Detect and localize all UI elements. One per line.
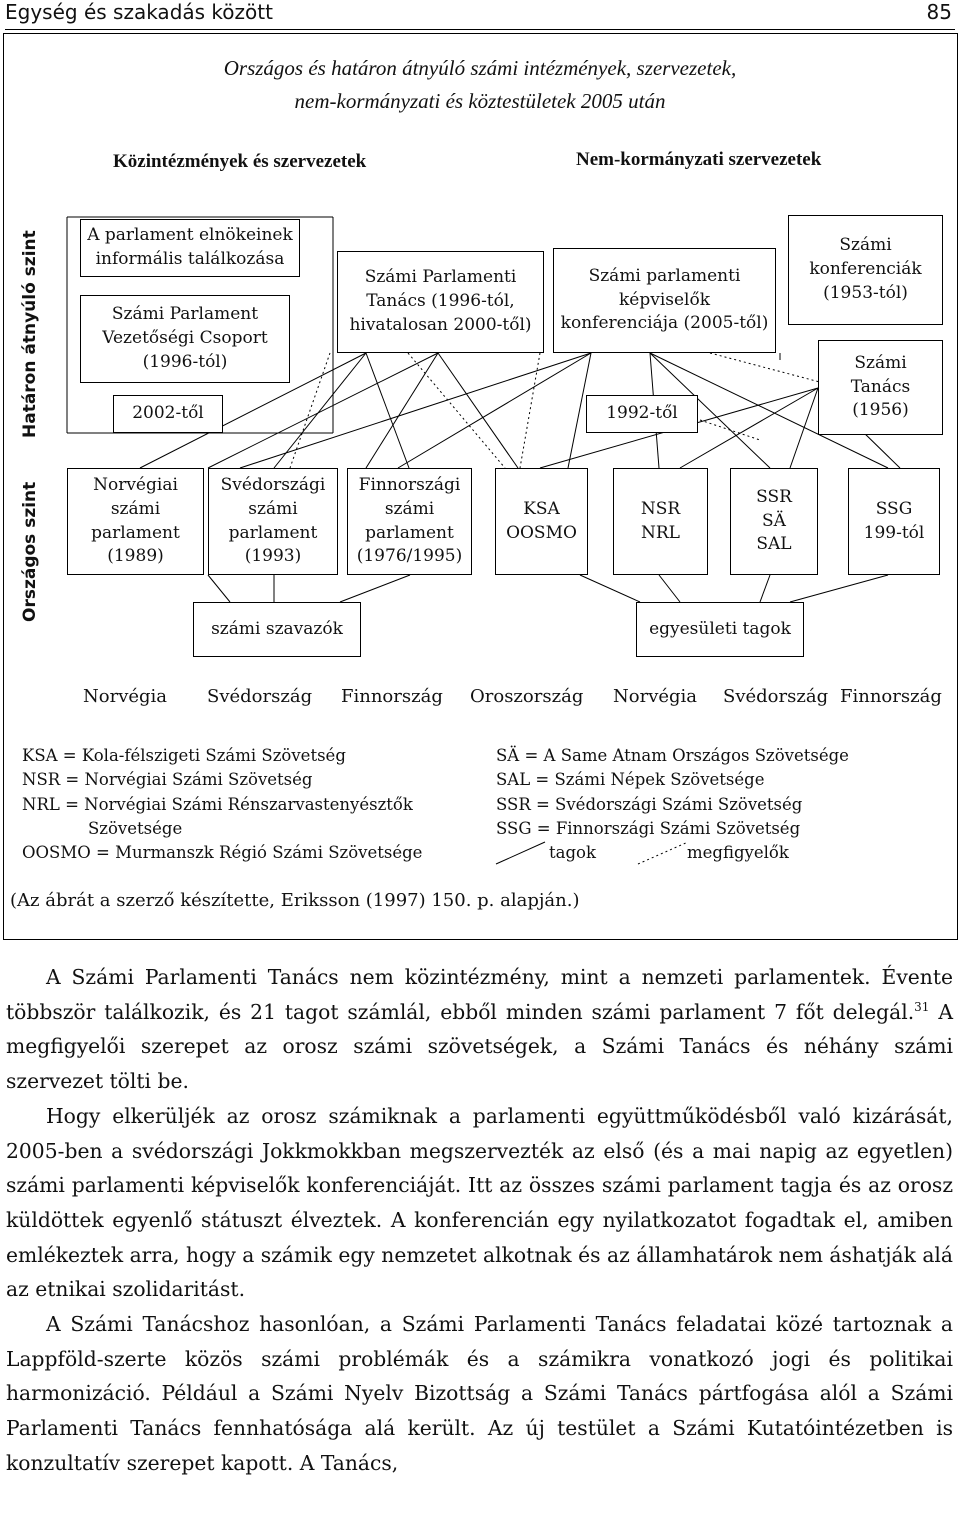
legend-entry: SAL = Számi Népek Szövetsége bbox=[496, 770, 765, 790]
paragraph: Hogy elkerüljék az orosz számiknak a parlamenti együttműködésből való kizárását, 2005-ben a svédországi Jokkmokkban megszervezték az első (és a mai napig az egyetlen) számi parlamenti képviselők konferenciáját. Itt az összes számi parlament tagja és az orosz küldöttek egyenlő státuszt élveztek. A konferencián egy nyilatkozatot fogadtak el, amiben emlékeztek arra, hogy a számik egy nemzetet alkotnak és az államhatárok nem áshatják alá az etnikai szolidaritást. bbox=[6, 1103, 953, 1302]
body-text bbox=[6, 960, 953, 1481]
country-label: Finnország bbox=[840, 686, 942, 707]
country-label: Oroszország bbox=[470, 686, 584, 707]
legend-entry: NRL = Norvégiai Számi Rénszarvastenyésztők bbox=[22, 794, 413, 814]
box-since-1992: 1992-től bbox=[586, 395, 698, 433]
box-since-2002: 2002-től bbox=[113, 395, 223, 433]
legend-entry: SÄ = A Same Atnam Országos Szövetsége bbox=[496, 746, 849, 765]
country-label: Norvégia bbox=[83, 686, 168, 707]
legend-entry: KSA = Kola-félszigeti Számi Szövetség bbox=[22, 746, 346, 765]
box-ksa-oosmo: KSA OOSMO bbox=[495, 468, 588, 575]
column-heading-ngo: Nem-kormányzati szervezetek bbox=[576, 149, 822, 170]
observer-line bbox=[408, 353, 505, 468]
legend-entry: SSG = Finnországi Számi Szövetség bbox=[496, 818, 801, 838]
box-leadership-group: Számi Parlament Vezetőségi Csoport (1996-tól) bbox=[80, 295, 290, 383]
connector-line bbox=[208, 575, 230, 602]
box-mp-conference: Számi parlamenti képviselők konferenciája (2005-től) bbox=[553, 248, 776, 353]
legend-left bbox=[22, 744, 422, 865]
box-speakers-meeting: A parlament elnökeinek informális találkozása bbox=[80, 219, 300, 277]
legend-entry: NSR = Norvégiai Számi Szövetség bbox=[22, 770, 313, 790]
country-label: Svédország bbox=[723, 686, 829, 707]
box-sweden-parliament: Svédországi számi parlament (1993) bbox=[208, 468, 338, 575]
connector-line bbox=[760, 575, 770, 602]
observer-line bbox=[700, 420, 760, 440]
running-header-title: Egység és szakadás között bbox=[5, 0, 273, 24]
box-sami-conferences: Számi konferenciák (1953-tól) bbox=[788, 215, 943, 325]
figure-source-note: (Az ábrát a szerző készítette, Eriksson (1997) 150. p. alapján.) bbox=[10, 890, 580, 911]
row-label-cross-border: Határon átnyúló szint bbox=[20, 230, 40, 438]
row-label-national: Országos szint bbox=[20, 481, 40, 622]
connector-line bbox=[790, 575, 888, 602]
box-finland-parliament: Finnországi számi parlament (1976/1995) bbox=[347, 468, 472, 575]
page-number: 85 bbox=[926, 0, 952, 24]
box-sami-council: Számi Tanács (1956) bbox=[818, 340, 943, 435]
figure-title-line-1: Országos és határon átnyúló számi intézmények, szervezetek, bbox=[223, 56, 737, 80]
legend-dotted-line-icon bbox=[638, 842, 688, 864]
box-sami-voters: számi szavazók bbox=[193, 602, 361, 657]
box-nsr-nrl: NSR NRL bbox=[613, 468, 708, 575]
connector-line bbox=[680, 388, 818, 468]
country-label: Finnország bbox=[341, 686, 443, 707]
box-parliamentary-council: Számi Parlamenti Tanács (1996-tól, hivatalosan 2000-től) bbox=[337, 251, 544, 353]
connector-line bbox=[240, 353, 591, 468]
legend-entry: OOSMO = Murmanszk Régió Számi Szövetsége bbox=[22, 843, 423, 863]
box-association-members: egyesületi tagok bbox=[636, 602, 804, 657]
box-ssr-sa-sal: SSR SÄ SAL bbox=[730, 468, 818, 575]
paragraph-text: A megfigyelői szerepet az orosz számi szövetségek, a Számi Tanács és néhány számi szervezet tölti be. bbox=[6, 999, 953, 1094]
legend-entry: SSR = Svédországi Számi Szövetség bbox=[496, 794, 803, 814]
connector-line bbox=[790, 388, 818, 468]
legend-solid-line-icon bbox=[496, 842, 545, 864]
box-ssg: SSG 199-tól bbox=[848, 468, 940, 575]
paragraph bbox=[6, 960, 953, 1099]
legend-observers-label: megfigyelők bbox=[687, 843, 789, 862]
legend-entry: Szövetsége bbox=[88, 818, 183, 838]
connector-line bbox=[580, 575, 640, 602]
country-label: Svédország bbox=[207, 686, 313, 707]
paragraph: A Számi Tanácshoz hasonlóan, a Számi Parlamenti Tanács feladatai közé tartoznak a Lappföld-szerte közös számi problémák és a számikra vonatkozó jogi és politikai harmonizáció. Például a Számi Nyelv Bizottság a Számi Tanács pártfogása alól a Számi Parlamenti Tanács fennhatósága alá került. Az új testület a Számi Kutatóintézetben is konzultatív szerepet kapott. A Tanács, bbox=[6, 1312, 953, 1475]
legend-right bbox=[496, 744, 849, 841]
paragraph-text: A Számi Parlamenti Tanács nem közintézmény, mint a nemzeti parlamentek. Évente többször találkozik, és 21 tagot számlál, ebből minden számi parlament 7 főt delegál. bbox=[6, 965, 953, 1024]
country-label: Norvégia bbox=[613, 686, 698, 707]
connector-line bbox=[340, 575, 410, 602]
footnote-ref[interactable]: 31 bbox=[914, 999, 930, 1014]
legend-members-label: tagok bbox=[549, 843, 596, 862]
column-heading-public: Közintézmények és szervezetek bbox=[113, 151, 367, 172]
connector-line bbox=[438, 353, 518, 468]
box-norway-parliament: Norvégiai számi parlament (1989) bbox=[67, 468, 204, 575]
figure-title-line-2: nem-kormányzati és köztestületek 2005 után bbox=[294, 89, 666, 113]
connector-line bbox=[659, 575, 680, 602]
